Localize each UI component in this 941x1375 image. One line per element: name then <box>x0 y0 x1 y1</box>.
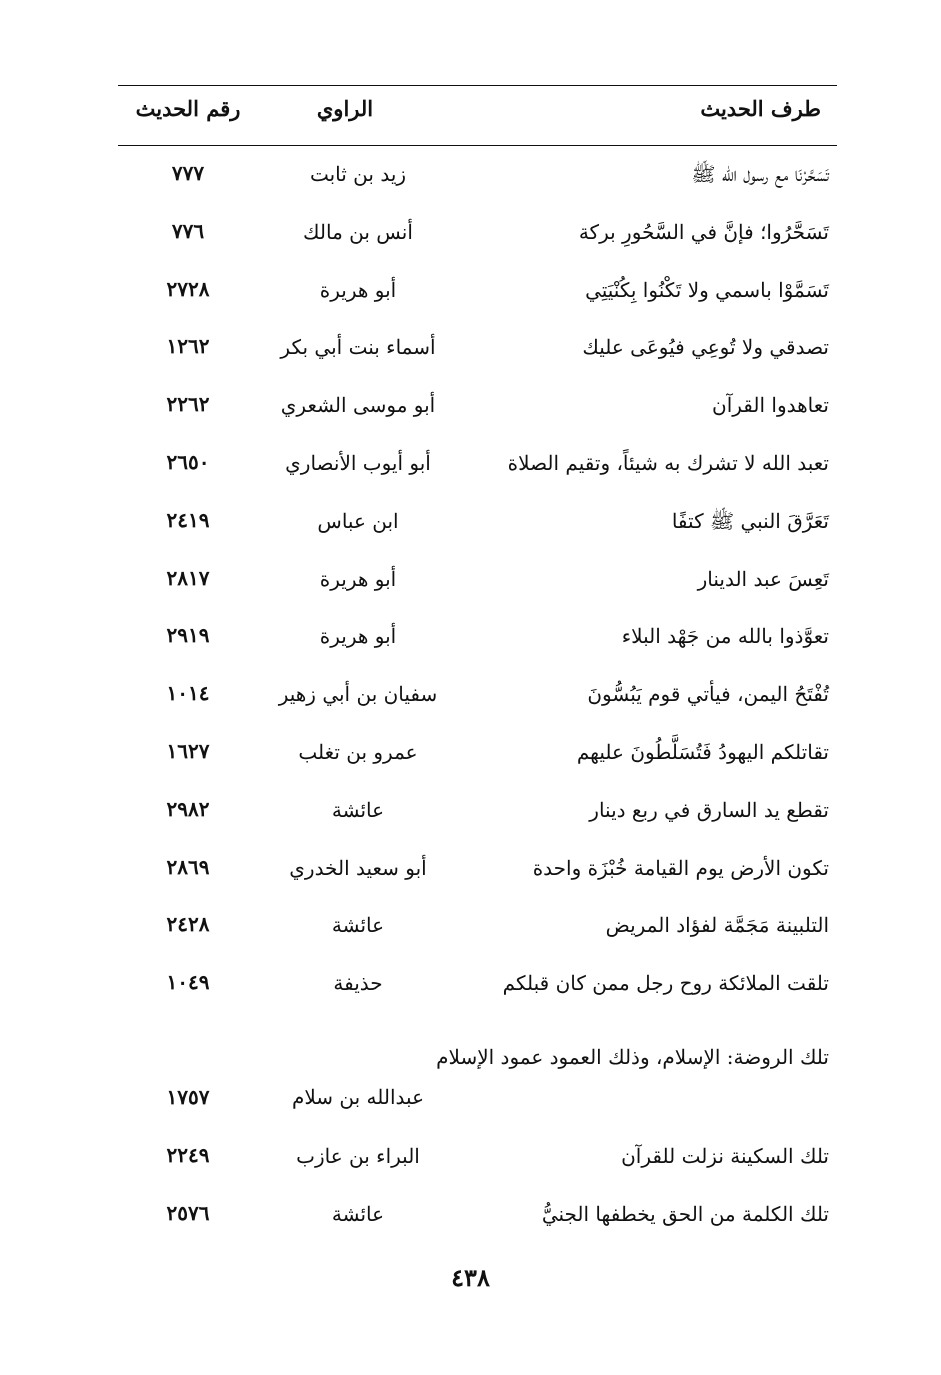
hadith-number: ٢٨٦٩ <box>166 854 210 879</box>
header-narrator: الراوي <box>316 96 374 121</box>
hadith-text: تَسَحَّرُوا؛ فإنَّ في السَّحُورِ بركة <box>578 219 829 244</box>
hadith-number: ٢٢٦٢ <box>166 392 210 417</box>
narrator-name: أسماء بنت أبي بكر <box>280 335 436 360</box>
narrator-name: أنس بن مالك <box>303 219 413 244</box>
table-row <box>118 786 837 844</box>
hadith-number: ١٦٢٧ <box>166 738 210 763</box>
table-row <box>118 555 837 613</box>
hadith-text: تلك الروضة: الإسلام، وذلك العمود عمود الإسلام <box>436 1044 829 1069</box>
hadith-number: ٢٥٧٦ <box>166 1200 210 1225</box>
hadith-number: ٧٧٧ <box>171 161 205 185</box>
narrator-name: سفيان بن أبي زهير <box>278 682 438 707</box>
hadith-text: تكون الأرض يوم القيامة خُبْزَة واحدة <box>532 855 829 880</box>
page-number: ٤٣٨ <box>451 1263 490 1292</box>
hadith-number: ٢٩١٩ <box>166 623 210 648</box>
hadith-text: تُفْتَحُ اليمن، فيأتي قوم يَبُسُّونَ <box>587 682 829 707</box>
hadith-number: ٢٦٥٠ <box>166 449 210 474</box>
table-row <box>118 901 837 959</box>
hadith-text: تلقت الملائكة روح رجل ممن كان قبلكم <box>502 971 829 996</box>
hadith-number: ٢٧٢٨ <box>166 276 210 301</box>
hadith-text: تقاتلكم اليهودُ فَتُسَلَّطُونَ عليهم <box>576 739 829 764</box>
narrator-name: أبو أيوب الأنصاري <box>285 450 431 475</box>
narrator-name: ابن عباس <box>317 508 399 533</box>
hadith-text: تَسَمَّوْا باسمي ولا تَكْنُوا بِكُنْيَتِي <box>585 277 829 302</box>
table-row <box>118 208 837 266</box>
narrator-name: أبو هريرة <box>319 624 397 649</box>
table-row <box>118 1132 837 1190</box>
header-hadith: طرف الحديث <box>700 96 821 121</box>
narrator-name: زيد بن ثابت <box>309 162 407 186</box>
table-row <box>118 497 837 555</box>
hadith-number: ١٠١٤ <box>166 681 210 706</box>
hadith-number: ١٧٥٧ <box>166 1084 210 1109</box>
hadith-number: ٧٧٦ <box>171 218 205 243</box>
hadith-number: ٢٤٢٨ <box>166 912 210 937</box>
narrator-name: عائشة <box>331 797 385 822</box>
table-row <box>118 728 837 786</box>
table-row <box>118 959 837 1017</box>
hadith-text: التلبينة مَجَمَّة لفؤاد المريض <box>605 913 829 938</box>
hadith-number: ٢٤١٩ <box>166 507 210 532</box>
narrator-name: حذيفة <box>333 971 383 996</box>
hadith-number: ١٢٦٢ <box>166 334 210 359</box>
header-rule <box>118 145 837 146</box>
hadith-table <box>118 150 837 1248</box>
narrator-name: عائشة <box>331 913 385 938</box>
hadith-text: تصدقي ولا تُوعِي فيُوعَى عليك <box>582 335 829 360</box>
table-row <box>118 439 837 497</box>
table-row <box>118 670 837 728</box>
hadith-number: ٢٢٤٩ <box>166 1142 210 1167</box>
narrator-name: عبدالله بن سلام <box>291 1084 425 1109</box>
narrator-name: أبو هريرة <box>319 277 397 302</box>
hadith-text: تقطع يد السارق في ربع دينار <box>589 797 829 822</box>
hadith-text: تلك الكلمة من الحق يخطفها الجنيُّ <box>541 1201 829 1226</box>
narrator-name: البراء بن عازب <box>296 1143 420 1168</box>
table-row <box>118 612 837 670</box>
narrator-name: عمرو بن تغلب <box>298 739 418 764</box>
hadith-text: تَسَحَّرْنَا مع رسول الله ﷺ <box>691 162 829 186</box>
table-row <box>118 150 837 208</box>
hadith-text: تعوَّذوا بالله من جَهْد البلاء <box>621 624 829 649</box>
hadith-text: تعبد الله لا تشرك به شيئاً، وتقيم الصلاة <box>507 450 829 475</box>
hadith-text: تَعَرَّقَ النبي ﷺ كتفًا <box>671 508 829 533</box>
hadith-number: ١٠٤٩ <box>166 970 210 995</box>
table-row <box>118 266 837 324</box>
narrator-name: أبو موسى الشعري <box>280 393 436 418</box>
table-row <box>118 1017 837 1132</box>
hadith-text: تلك السكينة نزلت للقرآن <box>621 1143 829 1168</box>
hadith-text: تَعِسَ عبد الدينار <box>697 566 829 591</box>
top-rule <box>118 85 837 86</box>
table-row <box>118 844 837 902</box>
narrator-name: أبو سعيد الخدري <box>289 855 427 880</box>
table-row <box>118 381 837 439</box>
hadith-number: ٢٨١٧ <box>166 565 210 590</box>
header-number: رقم الحديث <box>135 96 241 121</box>
hadith-text: تعاهدوا القرآن <box>712 393 829 418</box>
table-row <box>118 323 837 381</box>
narrator-name: أبو هريرة <box>319 566 397 591</box>
table-row <box>118 1190 837 1248</box>
narrator-name: عائشة <box>331 1201 385 1226</box>
hadith-number: ٢٩٨٢ <box>166 796 210 821</box>
